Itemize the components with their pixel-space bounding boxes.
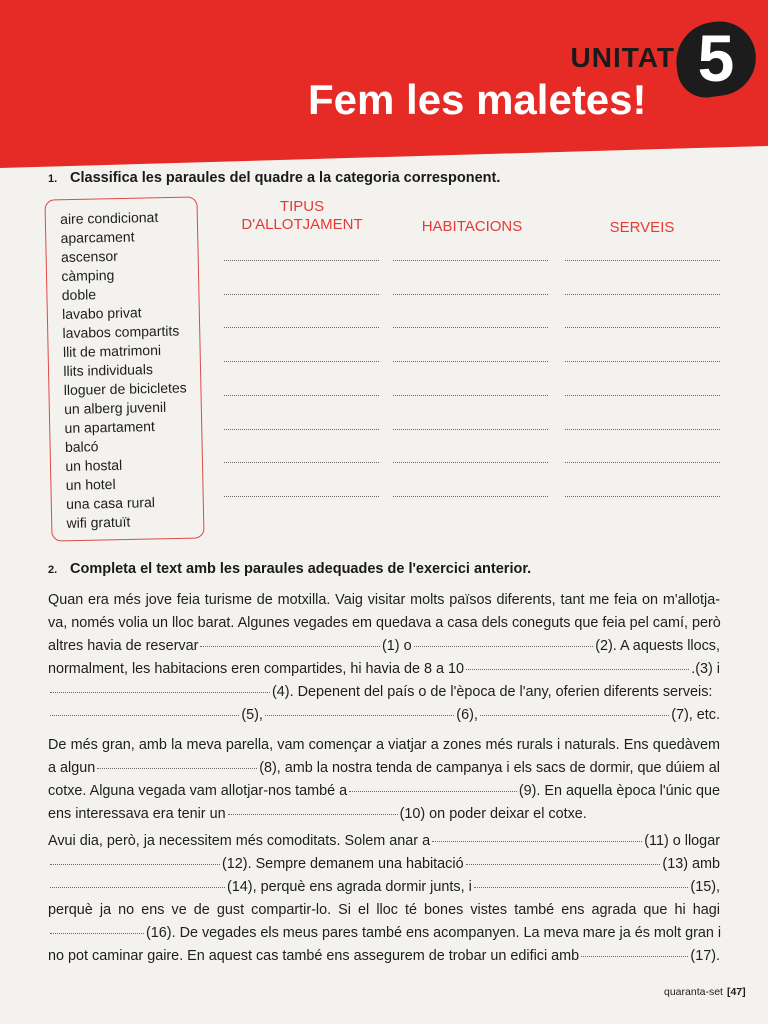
answer-line[interactable] bbox=[565, 429, 720, 430]
word-item: wifi gratuït bbox=[66, 513, 131, 531]
text-line bbox=[48, 704, 720, 727]
text-line bbox=[48, 922, 720, 945]
answer-line[interactable] bbox=[393, 327, 548, 328]
text-segment: (1) o bbox=[382, 638, 412, 654]
column-header-accommodation bbox=[222, 198, 382, 234]
answer-line[interactable] bbox=[393, 361, 548, 362]
text-line bbox=[48, 803, 720, 826]
page-footer bbox=[664, 986, 746, 998]
word-item: llit de matrimoni bbox=[62, 341, 162, 360]
answer-line[interactable] bbox=[565, 327, 720, 328]
word-item: aparcament bbox=[60, 228, 135, 246]
answer-line[interactable] bbox=[565, 462, 720, 463]
text-segment: .(3) i bbox=[691, 661, 720, 677]
blank-6[interactable] bbox=[265, 715, 454, 716]
answer-line[interactable] bbox=[224, 462, 379, 463]
text-line bbox=[48, 876, 720, 899]
col-header-line-2: D'ALLOTJAMENT bbox=[241, 216, 363, 233]
page-word: quaranta-set bbox=[664, 986, 723, 998]
text-line bbox=[48, 635, 720, 658]
answer-line[interactable] bbox=[565, 294, 720, 295]
text-segment: altres havia de reservar bbox=[48, 638, 199, 654]
answer-line[interactable] bbox=[565, 361, 720, 362]
text-line bbox=[48, 830, 720, 853]
text-line: Quan era més jove feia turisme de motxilla. Vaig visitar molts països diferents, tant me feia on m'allotja- bbox=[48, 592, 720, 608]
text-segment: (17). bbox=[690, 948, 720, 964]
page-title: Fem les maletes! bbox=[308, 76, 647, 123]
exercise-2-text: Completa el text amb les paraules adequades de l'exercici anterior. bbox=[70, 561, 532, 577]
word-item: doble bbox=[61, 286, 97, 303]
blank-9[interactable] bbox=[349, 791, 517, 792]
word-item: balcó bbox=[64, 438, 99, 455]
answer-line[interactable] bbox=[393, 395, 548, 396]
text-line bbox=[48, 780, 720, 803]
paragraph-1 bbox=[48, 589, 720, 727]
text-segment: cotxe. Alguna vegada vam allotjar-nos també a bbox=[48, 783, 348, 799]
word-item: càmping bbox=[61, 266, 115, 284]
word-item: aire condicionat bbox=[60, 208, 159, 227]
word-item: un alberg juvenil bbox=[64, 398, 167, 417]
text-line: perquè ja no ens ve de gust compartir-lo. Si el lloc té bones vistes també ens agrada que hi hagi bbox=[48, 902, 720, 918]
word-item: lavabo privat bbox=[62, 304, 142, 322]
text-line bbox=[48, 681, 720, 704]
text-segment: (2). A aquests llocs, bbox=[595, 638, 720, 654]
word-item: un apartament bbox=[64, 418, 156, 436]
blank-8[interactable] bbox=[97, 768, 257, 769]
text-line bbox=[48, 945, 720, 968]
answer-line[interactable] bbox=[565, 395, 720, 396]
word-item: ascensor bbox=[60, 247, 118, 265]
word-item: lavabos compartits bbox=[62, 322, 180, 341]
text-segment: ens interessava era tenir un bbox=[48, 806, 226, 822]
blank-12[interactable] bbox=[50, 864, 220, 865]
answer-line[interactable] bbox=[393, 429, 548, 430]
text-segment: (16). De vegades els meus pares també ens acompanyen. La meva mare ja és molt gran i bbox=[146, 925, 722, 941]
column-header-services: SERVEIS bbox=[609, 219, 675, 236]
blank-4[interactable] bbox=[50, 692, 270, 693]
word-item: llits individuals bbox=[63, 361, 154, 379]
exercise-1-number: 1. bbox=[48, 173, 58, 185]
word-item: lloguer de bicicletes bbox=[63, 379, 187, 398]
text-line bbox=[48, 757, 720, 780]
text-line bbox=[48, 658, 720, 681]
word-list bbox=[60, 207, 190, 533]
answer-line[interactable] bbox=[224, 361, 379, 362]
exercise-1-instruction bbox=[48, 170, 500, 186]
answer-line[interactable] bbox=[393, 294, 548, 295]
text-segment: (13) amb bbox=[662, 856, 720, 872]
answer-line[interactable] bbox=[393, 462, 548, 463]
text-segment: normalment, les habitacions eren compartides, hi havia de 8 a 10 bbox=[48, 661, 464, 677]
blank-15[interactable] bbox=[474, 887, 689, 888]
text-segment: a algun bbox=[48, 760, 96, 776]
paragraph-3 bbox=[48, 830, 720, 968]
blank-11[interactable] bbox=[432, 841, 642, 842]
word-item: un hotel bbox=[65, 475, 116, 493]
text-segment: (9). En aquella època l'únic que bbox=[518, 783, 720, 799]
answer-line[interactable] bbox=[393, 260, 548, 261]
text-line bbox=[48, 853, 720, 876]
text-segment: (7), etc. bbox=[671, 707, 720, 723]
text-segment: Avui dia, però, ja necessitem més comoditats. Solem anar a bbox=[48, 833, 431, 849]
blank-3[interactable] bbox=[466, 669, 689, 670]
text-segment: (8), amb la nostra tenda de campanya i els sacs de dormir, que dúiem al bbox=[259, 760, 720, 776]
text-line: va, només volia un lloc barat. Algunes vegades em quedava a casa dels coneguts que feia pel camí, però bbox=[48, 615, 721, 631]
blank-17[interactable] bbox=[581, 956, 688, 957]
answer-line[interactable] bbox=[565, 496, 720, 497]
blank-7[interactable] bbox=[480, 715, 669, 716]
blank-5[interactable] bbox=[50, 715, 239, 716]
blank-1[interactable] bbox=[200, 646, 380, 647]
exercise-2-number: 2. bbox=[48, 564, 58, 576]
unit-number: 5 bbox=[697, 21, 735, 95]
text-segment: (5), bbox=[241, 707, 263, 723]
text-segment: (6), bbox=[456, 707, 478, 723]
col-header-line-1: TIPUS bbox=[279, 198, 325, 215]
exercise-1-text: Classifica les paraules del quadre a la categoria corresponent. bbox=[70, 170, 501, 186]
text-segment: (11) o llogar bbox=[644, 833, 720, 849]
blank-2[interactable] bbox=[414, 646, 594, 647]
page-number: [47] bbox=[726, 986, 746, 998]
answer-line[interactable] bbox=[393, 496, 548, 497]
text-line: De més gran, amb la meva parella, vam començar a viatjar a zones més rurals i naturals. Ens quedàvem bbox=[48, 737, 720, 753]
answer-line[interactable] bbox=[565, 260, 720, 261]
word-item: un hostal bbox=[65, 456, 123, 474]
paragraph-2 bbox=[48, 734, 720, 826]
word-item: una casa rural bbox=[65, 494, 156, 512]
text-segment: (4). Depenent del país o de l'època de l'any, oferien diferents serveis: bbox=[272, 684, 713, 700]
blank-16[interactable] bbox=[50, 933, 144, 934]
answer-line[interactable] bbox=[224, 260, 379, 261]
exercise-2-instruction bbox=[48, 561, 531, 577]
unit-label: UNITAT bbox=[570, 42, 675, 73]
text-segment: no pot caminar gaire. En aquest cas també ens assegurem de trobar un edifici amb bbox=[48, 948, 580, 964]
answer-line[interactable] bbox=[224, 429, 379, 430]
text-segment: (12). Sempre demanem una habitació bbox=[222, 856, 464, 872]
answer-line[interactable] bbox=[224, 395, 379, 396]
text-segment: (15), bbox=[690, 879, 720, 895]
blank-14[interactable] bbox=[50, 887, 225, 888]
answer-line[interactable] bbox=[224, 327, 379, 328]
answer-line[interactable] bbox=[224, 294, 379, 295]
blank-10[interactable] bbox=[228, 814, 398, 815]
answer-line[interactable] bbox=[224, 496, 379, 497]
text-segment: (10) on poder deixar el cotxe. bbox=[399, 806, 587, 822]
blank-13[interactable] bbox=[466, 864, 661, 865]
text-segment: (14), perquè ens agrada dormir junts, i bbox=[227, 879, 472, 895]
column-header-rooms: HABITACIONS bbox=[421, 218, 523, 235]
